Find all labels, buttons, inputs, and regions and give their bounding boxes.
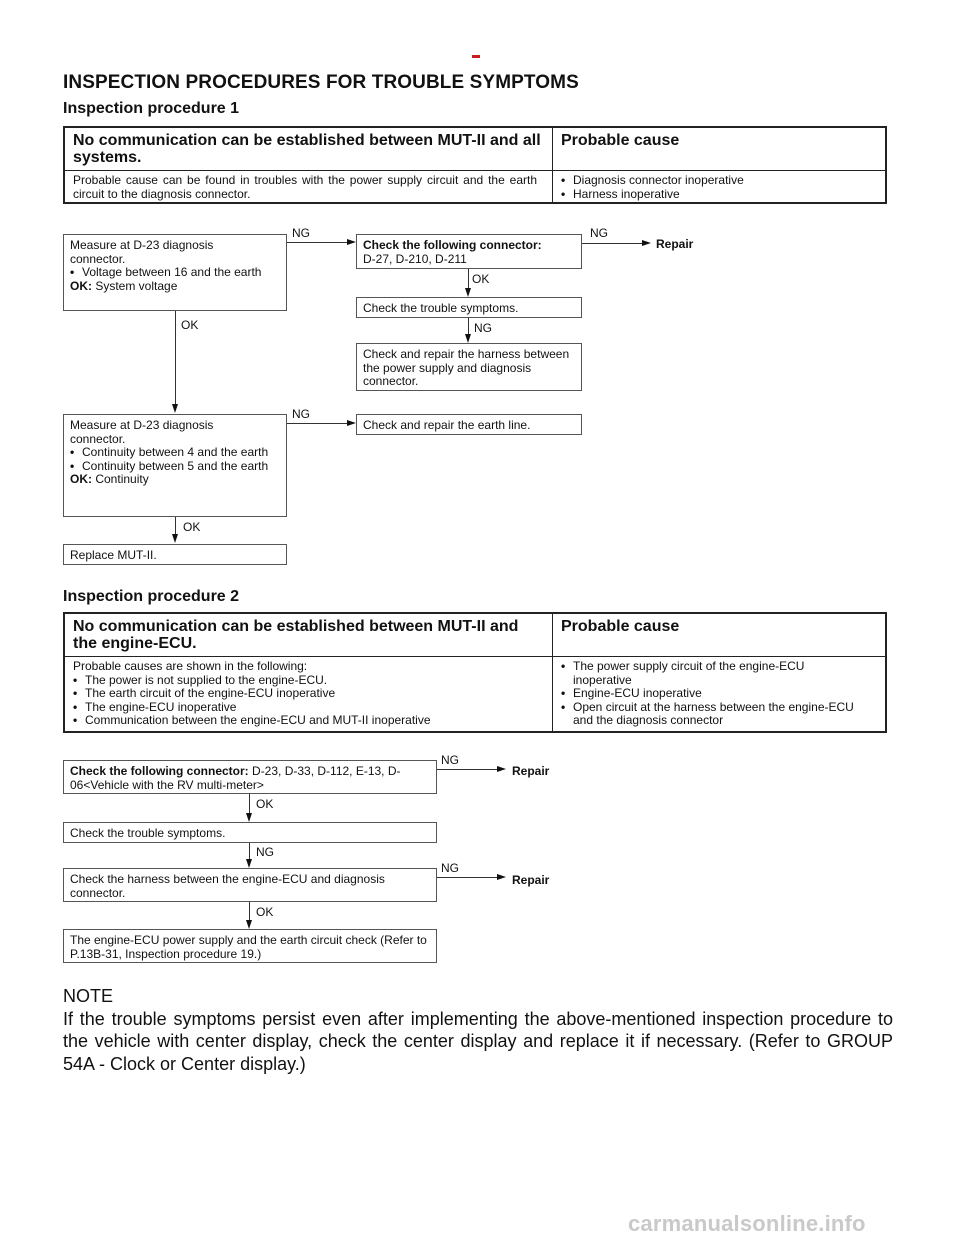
connector-line — [175, 311, 176, 404]
table-divider — [552, 614, 553, 731]
flow1-replace-box: Replace MUT-II. — [63, 544, 287, 565]
procedure-2-title: Inspection procedure 2 — [63, 588, 240, 605]
ng-label: NG — [441, 753, 459, 767]
arrow-right-icon — [497, 874, 506, 880]
watermark: carmanualsonline.info — [628, 1211, 866, 1236]
ok-label: OK — [183, 520, 201, 534]
ng-label: NG — [474, 321, 492, 335]
arrow-down-icon — [246, 920, 252, 929]
ng-label: NG — [292, 226, 310, 240]
cause-list-right — [561, 660, 861, 728]
repair-label: Repair — [656, 237, 694, 251]
note-block — [63, 985, 893, 1075]
list-item: • Harness inoperative — [561, 186, 680, 201]
repair-label: Repair — [512, 764, 550, 778]
flow2-power-supply-check-box: The engine-ECU power supply and the earth circuit check (Refer to P.13B-31, Inspection procedure 19.) — [63, 929, 437, 963]
list-item: • Open circuit at the harness between the engine-ECU and the diagnosis connector — [561, 699, 854, 727]
connector-line — [175, 517, 176, 534]
flow1-trouble-symptoms-box: Check the trouble symptoms. — [356, 297, 582, 318]
list-item: • The power supply circuit of the engine-ECU inoperative — [561, 659, 805, 687]
ng-label: NG — [590, 226, 608, 240]
arrow-right-icon — [347, 239, 356, 245]
arrow-right-icon — [497, 766, 506, 772]
arrow-down-icon — [246, 859, 252, 868]
ok-label: OK — [472, 272, 490, 286]
connector-line — [437, 769, 497, 770]
arrow-down-icon — [172, 534, 178, 543]
arrow-right-icon — [642, 240, 651, 246]
flow1-check-connector-box: Check the following connector: D-27, D-210, D-211 — [356, 234, 582, 269]
flow1-repair-earth-box: Check and repair the earth line. — [356, 414, 582, 435]
ok-label: OK — [181, 318, 199, 332]
list-item: • The engine-ECU inoperative — [73, 699, 237, 714]
top-mark — [472, 55, 480, 58]
list-item: • Diagnosis connector inoperative — [561, 173, 744, 187]
flow1-measure-voltage-box: Measure at D-23 diagnosis connector. • Voltage between 16 and the earth OK: System voltage — [63, 234, 287, 311]
flow1-repair-harness-box: Check and repair the harness between the power supply and diagnosis connector. — [356, 343, 582, 391]
procedure-2-table — [63, 612, 887, 733]
cause-list-left: Probable causes are shown in the following: • The power is not supplied to the engine-ECU. • The earth circuit of the engine-ECU inoperative • The engine-ECU inoperative • Communication between the engine-ECU and MUT-II inoperative — [73, 660, 543, 728]
connector-line — [468, 269, 469, 288]
arrow-right-icon — [347, 420, 356, 426]
symptom-text: No communication can be established between MUT-II and the engine-ECU. — [73, 618, 519, 652]
connector-line — [437, 877, 497, 878]
connector-line — [249, 794, 250, 813]
procedure-1-title: Inspection procedure 1 — [63, 100, 240, 117]
list-item: • The power is not supplied to the engine-ECU. — [73, 672, 328, 687]
connector-line — [468, 318, 469, 335]
cause-header: Probable cause — [561, 618, 680, 635]
ok-label: OK — [256, 797, 274, 811]
list-item: • Communication between the engine-ECU and MUT-II inoperative — [73, 713, 431, 727]
flow2-check-connector-box: Check the following connector: D-23, D-33, D-112, E-13, D-06<Vehicle with the RV multi-meter> — [63, 760, 437, 794]
arrow-down-icon — [465, 288, 471, 297]
arrow-down-icon — [172, 404, 178, 413]
list-item: • Engine-ECU inoperative — [561, 686, 702, 700]
connector-line — [287, 423, 347, 424]
procedure-1-table — [63, 126, 887, 204]
list-item: • The earth circuit of the engine-ECU inoperative — [73, 686, 336, 700]
ng-label: NG — [441, 861, 459, 875]
flow1-measure-continuity-box: Measure at D-23 diagnosis connector. • Continuity between 4 and the earth • Continuity between 5 and the earth OK: Continuity — [63, 414, 287, 517]
connector-line — [249, 902, 250, 921]
ok-label: OK — [256, 905, 274, 919]
arrow-down-icon — [246, 813, 252, 822]
connector-line — [249, 843, 250, 860]
flow2-check-harness-box: Check the harness between the engine-ECU and diagnosis connector. — [63, 868, 437, 902]
table-divider — [552, 128, 553, 202]
page-title: INSPECTION PROCEDURES FOR TROUBLE SYMPTOMS — [63, 72, 579, 93]
cause-header: Probable cause — [561, 132, 680, 149]
cause-description: Probable cause can be found in troubles with the power supply circuit and the earth circuit to the diagnosis connector. — [73, 173, 537, 201]
ng-label: NG — [256, 845, 274, 859]
note-title: NOTE — [63, 986, 114, 1006]
symptom-text: No communication can be established between MUT-II and all systems. — [73, 132, 541, 166]
flow2-trouble-symptoms-box: Check the trouble symptoms. — [63, 822, 437, 843]
ng-label: NG — [292, 407, 310, 421]
note-body: If the trouble symptoms persist even after implementing the above-mentioned inspection procedure to the vehicle with center display, check the center display and replace it if necessary. (Refer to GROUP 54A - Clock or Center display.) — [63, 1008, 893, 1074]
arrow-down-icon — [465, 334, 471, 343]
connector-line — [582, 243, 642, 244]
connector-line — [287, 242, 347, 243]
repair-label: Repair — [512, 873, 550, 887]
cause-list — [561, 174, 881, 201]
